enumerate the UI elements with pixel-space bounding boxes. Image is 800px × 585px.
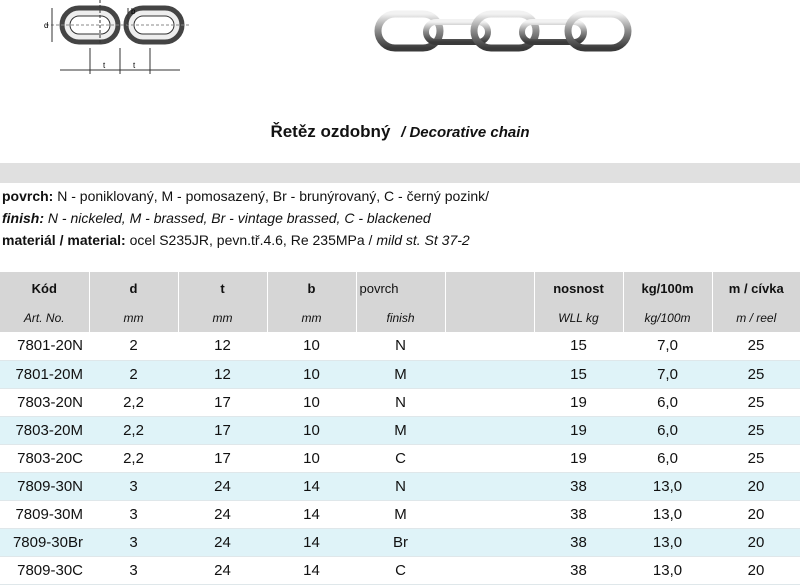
cell-kg: 7,0: [657, 365, 678, 383]
cell-b: 14: [303, 533, 320, 551]
cell-kod: 7803-20N: [17, 393, 83, 411]
subheader-b-unit: mm: [267, 304, 356, 332]
cell-b: 14: [303, 477, 320, 495]
material-label: materiál / material:: [2, 232, 126, 248]
cell-d: 2,2: [123, 393, 144, 411]
cell-nosnost: 19: [570, 421, 587, 439]
cell-kod: 7809-30Br: [12, 533, 83, 551]
header-nosnost: nosnost: [534, 272, 623, 304]
cell-empty: [445, 528, 534, 556]
page-title: [0, 122, 800, 142]
table-row: [0, 360, 800, 388]
drawing-label-d: d: [44, 21, 49, 30]
header-t: t: [178, 272, 267, 304]
cell-povrch: Br: [393, 533, 408, 551]
cell-b: 14: [303, 561, 320, 579]
chain-photo: [370, 0, 632, 62]
material-text-en: mild st. St 37-2: [376, 232, 470, 248]
cell-t: 12: [214, 365, 231, 383]
info-finish: [2, 210, 431, 226]
header-b: b: [267, 272, 356, 304]
header-m: m / cívka: [712, 272, 800, 304]
subheader-d-unit: mm: [89, 304, 178, 332]
cell-b: 10: [303, 421, 320, 439]
cell-t: 24: [214, 533, 231, 551]
cell-povrch: N: [395, 477, 406, 495]
cell-kg: 13,0: [652, 477, 683, 495]
material-text: ocel S235JR, pevn.tř.4.6, Re 235MPa /: [125, 232, 377, 248]
cell-b: 10: [303, 337, 320, 355]
cell-kg: 13,0: [652, 505, 683, 523]
table-row: [0, 416, 800, 444]
cell-kod: 7801-20M: [15, 365, 83, 383]
cell-empty: [445, 360, 534, 388]
cell-d: 2,2: [123, 449, 144, 467]
cell-b: 10: [303, 365, 320, 383]
cell-d: 2: [129, 365, 138, 383]
cell-kg: 6,0: [657, 449, 678, 467]
cell-empty: [445, 388, 534, 416]
cell-povrch: C: [395, 561, 406, 579]
cell-d: 3: [129, 561, 138, 579]
table-header-row: [0, 272, 800, 304]
cell-kg: 6,0: [657, 421, 678, 439]
cell-b: 10: [303, 449, 320, 467]
cell-m: 20: [747, 533, 765, 551]
cell-kod: 7803-20C: [17, 449, 83, 467]
cell-kod: 7809-30M: [15, 505, 83, 523]
subheader-t-unit: mm: [178, 304, 267, 332]
cell-kg: 7,0: [657, 337, 678, 355]
cell-nosnost: 38: [570, 533, 587, 551]
subheader-empty: [445, 304, 534, 332]
table-row: [0, 528, 800, 556]
cell-d: 3: [129, 505, 138, 523]
cell-kg: 6,0: [657, 393, 678, 411]
subheader-wll: WLL kg: [534, 304, 623, 332]
cell-empty: [445, 472, 534, 500]
cell-nosnost: 19: [570, 393, 587, 411]
cell-kg: 13,0: [652, 561, 683, 579]
cell-m: 20: [747, 477, 765, 495]
cell-povrch: N: [395, 393, 406, 411]
cell-empty: [445, 500, 534, 528]
cell-nosnost: 38: [570, 561, 587, 579]
finish-label: finish:: [2, 210, 44, 226]
cell-b: 10: [303, 393, 320, 411]
table-row: [0, 472, 800, 500]
header-kod: Kód: [31, 280, 57, 296]
cell-t: 17: [214, 421, 231, 439]
drawing-label-t2: t: [133, 61, 136, 70]
cell-m: 25: [747, 365, 765, 383]
chain-technical-drawing: [40, 0, 200, 80]
cell-d: 2: [129, 337, 138, 355]
separator-band: [0, 163, 800, 183]
cell-nosnost: 19: [570, 449, 587, 467]
cell-kg: 13,0: [652, 533, 683, 551]
cell-m: 25: [747, 393, 765, 411]
cell-m: 25: [747, 421, 765, 439]
finish-text: N - nickeled, M - brassed, Br - vintage brassed, C - blackened: [44, 210, 431, 226]
table-row: [0, 500, 800, 528]
povrch-text: N - poniklovaný, M - pomosazený, Br - brunýrovaný, C - černý pozink/: [53, 188, 490, 204]
cell-d: 2,2: [123, 421, 144, 439]
cell-empty: [445, 556, 534, 584]
cell-kod: 7809-30N: [17, 477, 83, 495]
drawing-label-b: b: [131, 7, 136, 16]
table-row: [0, 444, 800, 472]
header-kg: kg/100m: [623, 272, 712, 304]
cell-t: 24: [214, 477, 231, 495]
cell-povrch: M: [394, 421, 407, 439]
header-empty: [445, 272, 534, 304]
drawing-label-t1: t: [103, 61, 106, 70]
cell-nosnost: 38: [570, 477, 587, 495]
cell-t: 24: [214, 561, 231, 579]
cell-nosnost: 38: [570, 505, 587, 523]
cell-b: 14: [303, 505, 320, 523]
povrch-label: povrch:: [2, 188, 54, 204]
cell-kod: 7809-30C: [17, 561, 83, 579]
cell-t: 24: [214, 505, 231, 523]
cell-empty: [445, 332, 534, 360]
cell-povrch: C: [395, 449, 406, 467]
cell-kod: 7803-20M: [15, 421, 83, 439]
cell-d: 3: [129, 533, 138, 551]
cell-m: 20: [747, 561, 765, 579]
cell-povrch: M: [394, 505, 407, 523]
subheader-reel: m / reel: [712, 304, 800, 332]
subheader-finish: finish: [356, 304, 445, 332]
cell-t: 17: [214, 393, 231, 411]
cell-m: 20: [747, 505, 765, 523]
table-row: [0, 556, 800, 584]
subheader-art-no: Art. No.: [23, 311, 65, 325]
cell-m: 25: [747, 337, 765, 355]
info-material: [2, 232, 470, 248]
title-en: / Decorative chain: [401, 124, 530, 141]
cell-d: 3: [129, 477, 138, 495]
cell-povrch: M: [394, 365, 407, 383]
product-table: [0, 272, 800, 585]
cell-empty: [445, 444, 534, 472]
cell-t: 17: [214, 449, 231, 467]
cell-kod: 7801-20N: [17, 337, 83, 355]
subheader-kg: kg/100m: [623, 304, 712, 332]
header-d: d: [89, 272, 178, 304]
info-povrch: [2, 188, 489, 204]
header-povrch: povrch: [356, 272, 445, 304]
cell-empty: [445, 416, 534, 444]
cell-m: 25: [747, 449, 765, 467]
title-cz: Řetěz ozdobný: [270, 122, 391, 141]
cell-povrch: N: [395, 337, 406, 355]
table-subheader-row: [0, 304, 800, 332]
cell-t: 12: [214, 337, 231, 355]
cell-nosnost: 15: [570, 365, 587, 383]
table-row: [0, 332, 800, 360]
cell-nosnost: 15: [570, 337, 587, 355]
table-row: [0, 388, 800, 416]
